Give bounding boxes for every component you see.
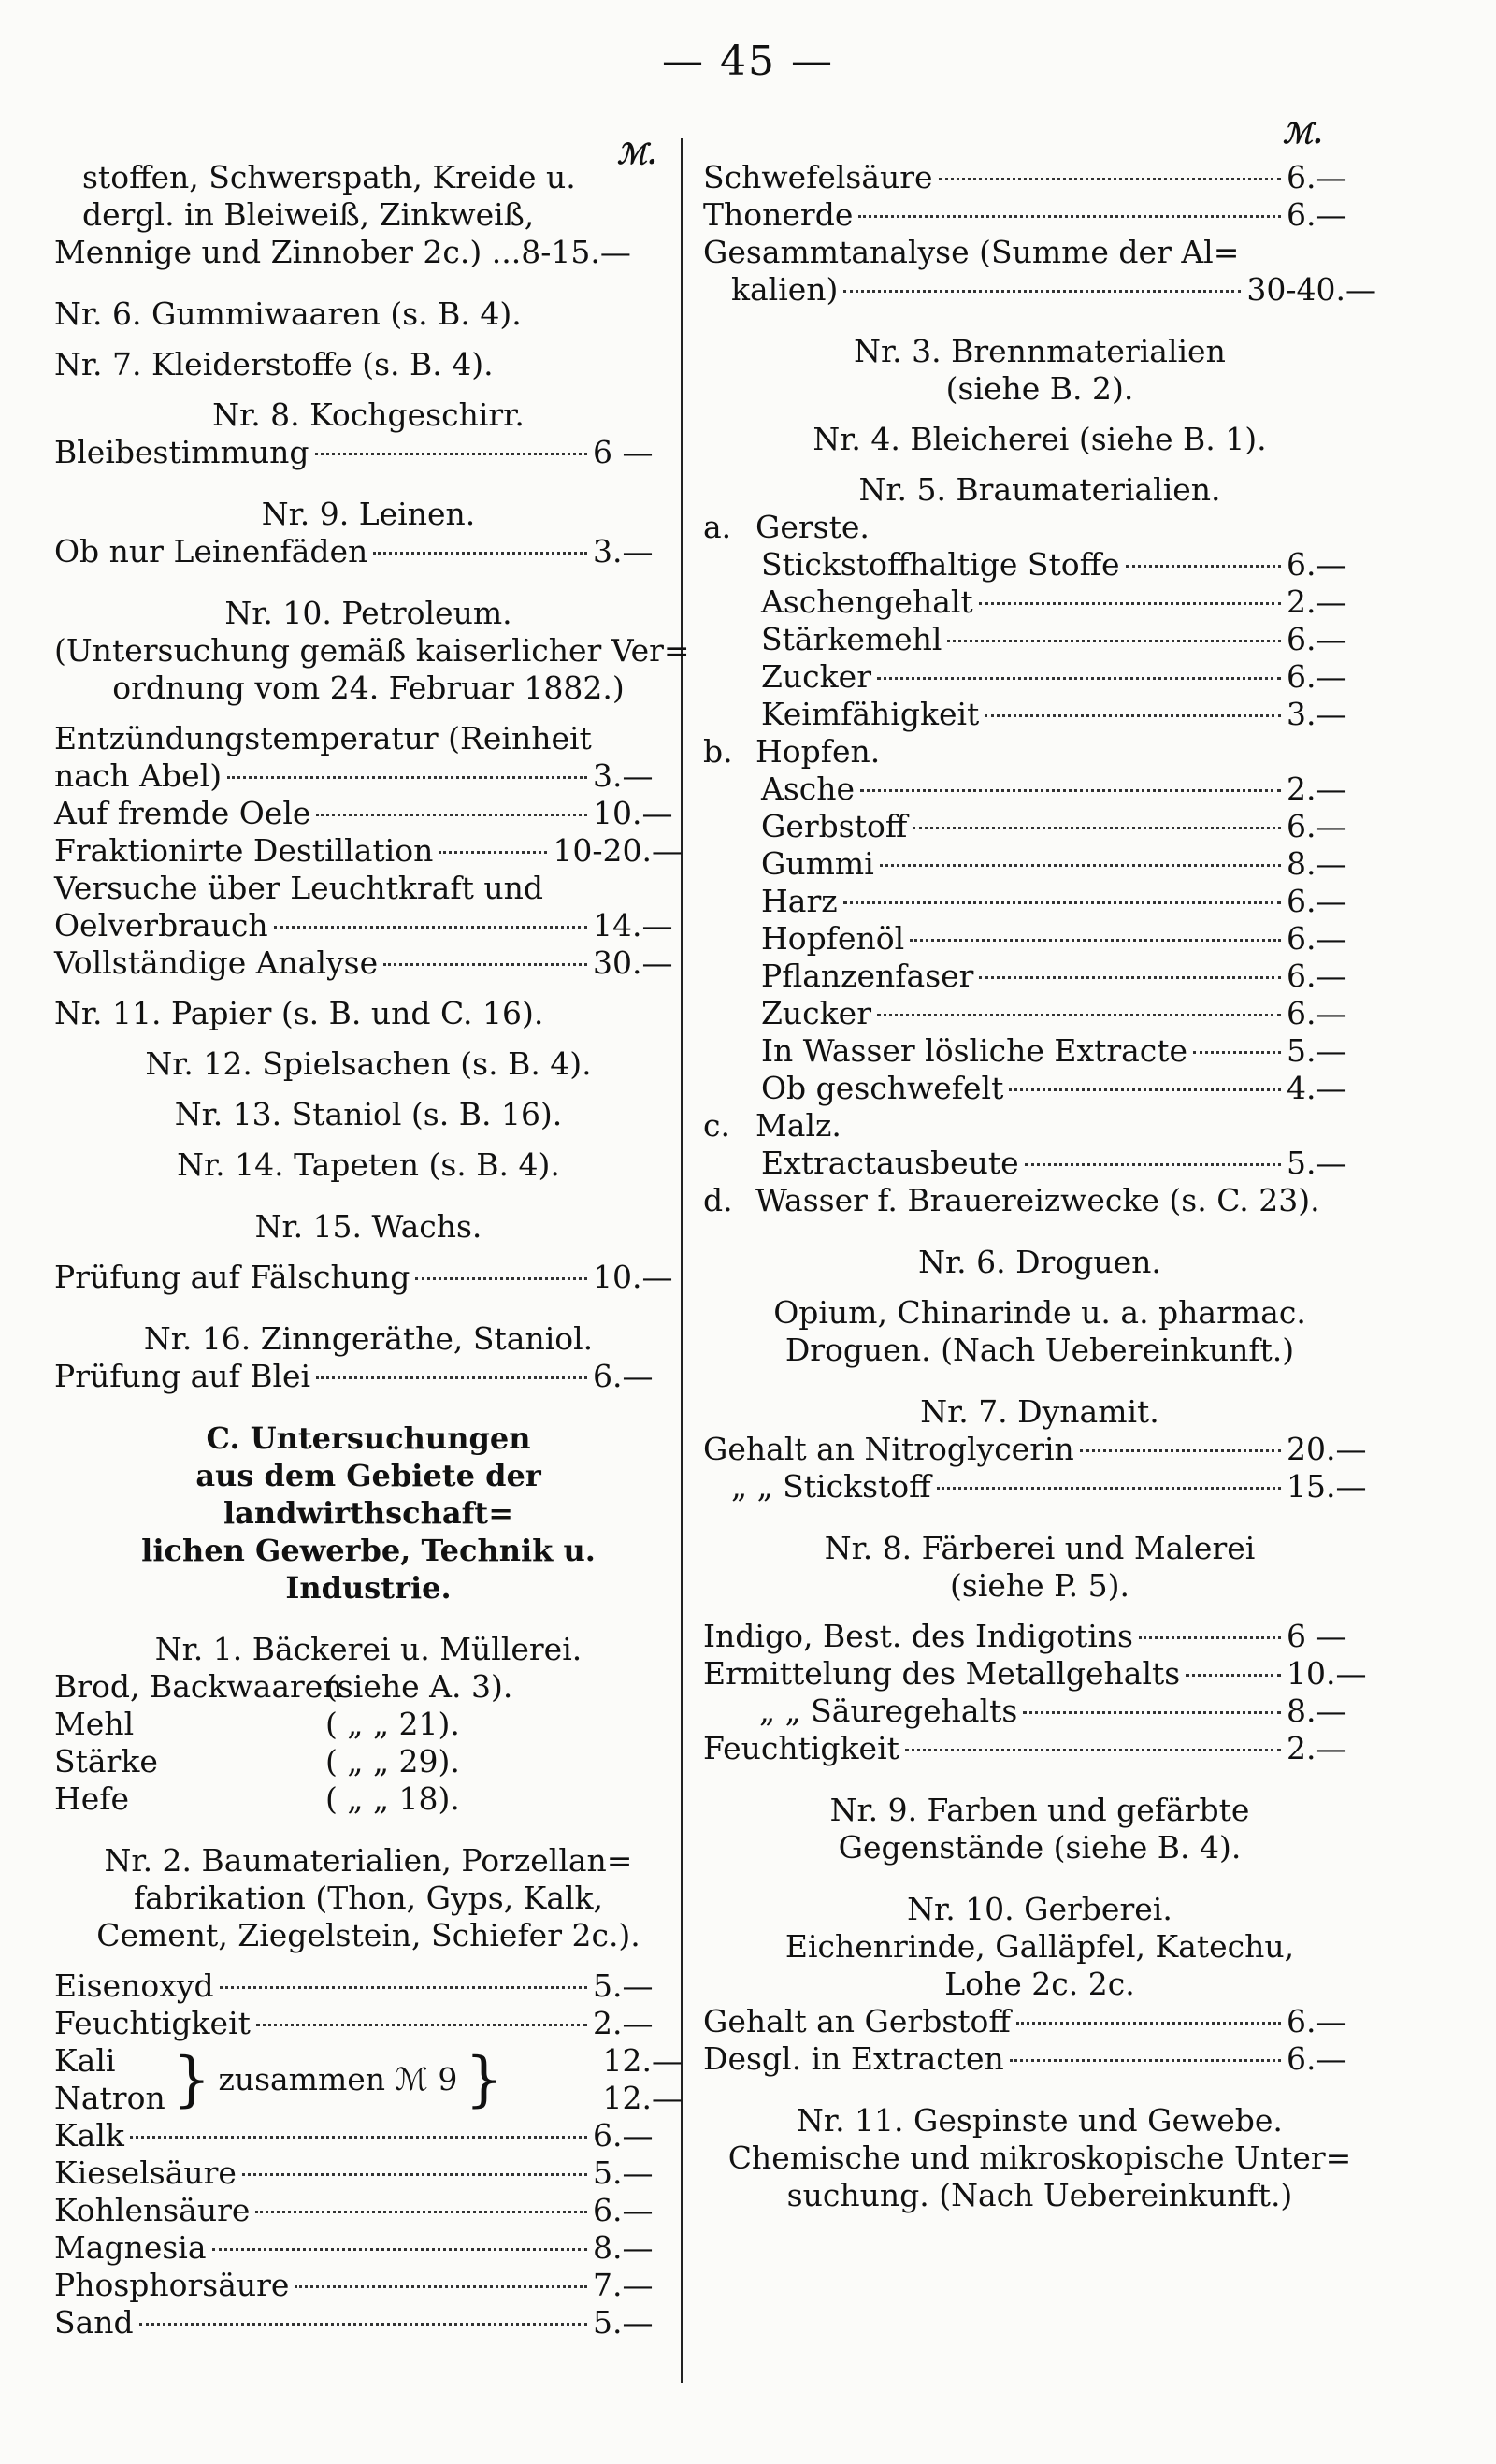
- right-unit-symbol: ℳ.: [1283, 118, 1323, 151]
- price-row: [703, 771, 1376, 808]
- text-line: Opium, Chinarinde u. a. pharmac.: [773, 1294, 1306, 1331]
- price-row: [703, 1145, 1376, 1182]
- item-price: 15.—: [1287, 1468, 1367, 1505]
- item-price: 6.—: [1287, 995, 1347, 1031]
- item-price: 6.—: [593, 2192, 654, 2228]
- subsection-mark: c.: [703, 1107, 730, 1144]
- section-heading: Nr. 2. Baumaterialien, Porzellan=: [104, 1842, 633, 1879]
- price-row: [703, 1655, 1376, 1693]
- price-row: [54, 434, 683, 471]
- section-heading: Nr. 3. Brennmaterialien: [854, 333, 1226, 369]
- item-label: Fraktionirte Destillation: [54, 832, 434, 869]
- section-heading: Nr. 4. Bleicherei (siehe B. 1).: [813, 421, 1267, 457]
- price-row: [54, 795, 683, 832]
- item-label: Harz: [761, 883, 838, 919]
- section-heading: Nr. 13. Staniol (s. B. 16).: [174, 1096, 563, 1132]
- price-row: [54, 2304, 683, 2342]
- section-heading: Nr. 10. Gerberei.: [907, 1891, 1172, 1927]
- price-row: [703, 1693, 1376, 1730]
- section-heading: Nr. 14. Tapeten (s. B. 4).: [177, 1146, 560, 1183]
- subsection-row: [703, 733, 1376, 771]
- price-row: [54, 757, 683, 795]
- combined-price-row: [54, 2042, 683, 2117]
- item-ref: ( „ „ 29).: [325, 1743, 460, 1780]
- item-label: „ „ Säuregehalts: [759, 1693, 1018, 1729]
- section-heading: Nr. 1. Bäckerei u. Müllerei.: [154, 1631, 583, 1667]
- item-label: Zucker: [761, 995, 871, 1031]
- price-row: [54, 907, 683, 944]
- section-heading: (siehe B. 2).: [945, 370, 1134, 407]
- text-line: Chemische und mikroskopische Unter=: [727, 2140, 1352, 2176]
- price-row: [54, 1967, 683, 2005]
- combined-note: zusammen ℳ 9: [218, 2061, 458, 2097]
- page-number: — 45 —: [662, 37, 834, 85]
- section-heading: Nr. 16. Zinngeräthe, Staniol.: [143, 1320, 594, 1357]
- section-heading: (siehe P. 5).: [949, 1567, 1130, 1604]
- item-ref: (siehe A. 3).: [325, 1668, 513, 1705]
- item-label: kalien): [731, 271, 839, 308]
- item-price: 30.—: [593, 944, 673, 981]
- item-label: Natron: [54, 2080, 165, 2116]
- item-price: 20.—: [1287, 1431, 1367, 1467]
- item-price: 12.—: [602, 2042, 683, 2079]
- section-heading: Nr. 6. Gummiwaaren (s. B. 4).: [54, 295, 522, 332]
- text-line: Gesammtanalyse (Summe der Al=: [703, 234, 1240, 270]
- price-row: [703, 271, 1376, 309]
- price-row: [703, 883, 1376, 920]
- item-label: Gehalt an Gerbstoff: [703, 2003, 1011, 2039]
- item-price: 5.—: [593, 2304, 654, 2341]
- item-price: 10.—: [593, 1259, 673, 1295]
- item-label: „ „ Stickstoff: [731, 1468, 931, 1505]
- item-label: Schwefelsäure: [703, 159, 933, 195]
- item-price: 10.—: [593, 795, 673, 831]
- note-line: ordnung vom 24. Februar 1882.): [112, 670, 625, 706]
- item-label: Asche: [761, 771, 856, 807]
- subsection-title: Gerste.: [755, 509, 870, 545]
- item-label: Mehl: [54, 1706, 135, 1742]
- item-label: Prüfung auf Blei: [54, 1358, 311, 1394]
- price-row: [54, 2229, 683, 2267]
- section-heading: Nr. 6. Droguen.: [918, 1244, 1161, 1280]
- continuation-line: stoffen, Schwerspath, Kreide u.: [82, 159, 576, 195]
- section-c-title: C. Untersuchungen: [206, 1420, 531, 1456]
- price-row: [54, 533, 683, 570]
- section-heading: Gegenstände (siehe B. 4).: [838, 1829, 1242, 1866]
- item-price: 5.—: [593, 1967, 654, 2004]
- item-price: 6 —: [1287, 1618, 1347, 1654]
- item-price: 6.—: [1287, 546, 1347, 583]
- section-heading: fabrikation (Thon, Gyps, Kalk,: [133, 1880, 604, 1916]
- item-label: Extractausbeute: [761, 1145, 1019, 1181]
- item-price: 4.—: [1287, 1070, 1347, 1106]
- price-row: [703, 546, 1376, 584]
- item-label: Kohlensäure: [54, 2192, 251, 2228]
- item-label: Bleibestimmung: [54, 434, 309, 470]
- item-price: 6.—: [1287, 196, 1347, 233]
- section-heading: Nr. 9. Leinen.: [261, 496, 476, 532]
- subsection-mark: a.: [703, 509, 732, 545]
- item-price: 7.—: [593, 2267, 654, 2303]
- item-label: Zucker: [761, 658, 871, 695]
- item-label: Desgl. in Extracten: [703, 2040, 1004, 2077]
- item-price: 6.—: [593, 2117, 654, 2154]
- price-row: [703, 2003, 1376, 2040]
- text-line: Lohe 2c. 2c.: [944, 1966, 1135, 2002]
- price-row: [703, 995, 1376, 1032]
- left-unit-symbol: ℳ.: [617, 138, 657, 171]
- price-row: [703, 1032, 1376, 1070]
- item-price: 8.—: [593, 2229, 654, 2266]
- subsection-title: Hopfen.: [755, 733, 881, 770]
- ref-row: [54, 1780, 683, 1818]
- item-price: 6.—: [1287, 658, 1347, 695]
- continuation-line: dergl. in Bleiweiß, Zinkweiß,: [82, 196, 535, 233]
- section-heading: Nr. 8. Kochgeschirr.: [212, 396, 525, 433]
- item-price: 5.—: [1287, 1145, 1347, 1181]
- subsection-mark: d.: [703, 1182, 733, 1218]
- item-price: 5.—: [593, 2154, 654, 2191]
- item-label: Stickstoffhaltige Stoffe: [761, 546, 1120, 583]
- price-row: [54, 832, 683, 870]
- item-ref: ( „ „ 21).: [325, 1706, 460, 1742]
- price-row: [703, 1431, 1376, 1468]
- item-label: Keimfähigkeit: [761, 696, 980, 732]
- price-row: [54, 944, 683, 982]
- text-line: Eichenrinde, Galläpfel, Katechu,: [784, 1928, 1295, 1965]
- item-price: 6.—: [593, 1358, 654, 1394]
- item-price: 6.—: [1287, 2040, 1347, 2077]
- item-label: Hefe: [54, 1780, 130, 1817]
- item-price: 12.—: [602, 2080, 683, 2116]
- price-row: [703, 958, 1376, 995]
- item-label: In Wasser lösliche Extracte: [761, 1032, 1188, 1069]
- item-price: 2.—: [1287, 1730, 1347, 1766]
- price-row: [54, 234, 683, 271]
- section-heading: Nr. 11. Papier (s. B. und C. 16).: [54, 995, 544, 1031]
- item-price: 2.—: [1287, 771, 1347, 807]
- item-label: Vollständige Analyse: [54, 944, 379, 981]
- right-column: [703, 159, 1376, 2214]
- ref-row: [54, 1668, 683, 1706]
- section-heading: Nr. 7. Kleiderstoffe (s. B. 4).: [54, 346, 494, 382]
- price-row: [703, 1468, 1376, 1506]
- item-price: 5.—: [1287, 1032, 1347, 1069]
- price-row: [703, 2040, 1376, 2078]
- price-row: [54, 2192, 683, 2229]
- ref-row: [54, 1706, 683, 1743]
- section-heading: Nr. 7. Dynamit.: [920, 1393, 1159, 1430]
- text-line: Droguen. (Nach Uebereinkunft.): [784, 1332, 1295, 1368]
- item-label: Feuchtigkeit: [703, 1730, 899, 1766]
- section-heading: Nr. 15. Wachs.: [254, 1208, 482, 1245]
- section-heading: Nr. 12. Spielsachen (s. B. 4).: [145, 1045, 592, 1082]
- item-label: Mennige und Zinnober 2c.) ...: [54, 234, 522, 270]
- item-label: Kalk: [54, 2117, 124, 2154]
- price-row: [54, 2267, 683, 2304]
- section-c-title: lichen Gewerbe, Technik u. Industrie.: [141, 1533, 596, 1606]
- subsection-row: [703, 509, 1376, 546]
- brace: }: [465, 2045, 504, 2114]
- subsection-mark: b.: [703, 733, 733, 770]
- item-label: nach Abel): [54, 757, 223, 794]
- item-price: 2.—: [1287, 584, 1347, 620]
- item-price: 2.—: [593, 2005, 654, 2041]
- item-price: 14.—: [593, 907, 673, 944]
- item-price: 10.—: [1287, 1655, 1367, 1692]
- subsection-title: Malz.: [755, 1107, 842, 1144]
- price-row: [703, 1070, 1376, 1107]
- item-label: Aschengehalt: [761, 584, 973, 620]
- price-row: [54, 2117, 683, 2154]
- subsection-row: [703, 1107, 1376, 1145]
- item-price: 30-40.—: [1246, 271, 1376, 308]
- item-label: Ob geschwefelt: [761, 1070, 1004, 1106]
- item-price: 6.—: [1287, 920, 1347, 957]
- item-label: Magnesia: [54, 2229, 207, 2266]
- item-price: 6.—: [1287, 958, 1347, 994]
- item-label: Brod, Backwaaren: [54, 1668, 343, 1705]
- item-label: Feuchtigkeit: [54, 2005, 251, 2041]
- item-label: Phosphorsäure: [54, 2267, 290, 2303]
- item-label: Ob nur Leinenfäden: [54, 533, 368, 569]
- ref-row: [54, 1743, 683, 1780]
- price-row: [703, 1618, 1376, 1655]
- price-row: [703, 920, 1376, 958]
- item-label: Stärke: [54, 1743, 158, 1780]
- item-price: 3.—: [593, 757, 654, 794]
- item-price: 6.—: [1287, 159, 1347, 195]
- item-ref: ( „ „ 18).: [325, 1780, 460, 1817]
- section-heading: Cement, Ziegelstein, Schiefer 2c.).: [96, 1917, 640, 1953]
- price-row: [54, 2154, 683, 2192]
- item-price: 10-20.—: [553, 832, 683, 869]
- brace: }: [172, 2045, 211, 2114]
- item-label: Prüfung auf Fälschung: [54, 1259, 410, 1295]
- item-price: 8.—: [1287, 1693, 1347, 1729]
- section-heading: Nr. 9. Farben und gefärbte: [829, 1792, 1250, 1828]
- price-row: [54, 1259, 683, 1296]
- left-column: [54, 159, 690, 2342]
- item-price: 6.—: [1287, 808, 1347, 844]
- subsection-row: [703, 1182, 1376, 1219]
- price-row: [703, 658, 1376, 696]
- text-line: suchung. (Nach Uebereinkunft.): [786, 2177, 1293, 2213]
- section-heading: Nr. 8. Färberei und Malerei: [824, 1530, 1256, 1566]
- section-heading: Nr. 5. Braumaterialien.: [858, 471, 1221, 508]
- price-row: [703, 196, 1376, 234]
- text-line: Entzündungstemperatur (Reinheit: [54, 720, 592, 756]
- section-heading: Nr. 10. Petroleum.: [224, 595, 512, 631]
- item-price: 6.—: [1287, 2003, 1347, 2039]
- text-line: Versuche über Leuchtkraft und: [54, 870, 543, 906]
- item-label: Kali: [54, 2042, 116, 2079]
- price-row: [54, 2005, 683, 2042]
- item-label: Stärkemehl: [761, 621, 942, 657]
- item-label: Ermittelung des Metallgehalts: [703, 1655, 1181, 1692]
- price-row: [703, 621, 1376, 658]
- item-label: Hopfenöl: [761, 920, 905, 957]
- item-price: 3.—: [1287, 696, 1347, 732]
- price-row: [703, 808, 1376, 845]
- item-price: 8-15.—: [521, 234, 631, 270]
- item-label: Kieselsäure: [54, 2154, 237, 2191]
- note-line: (Untersuchung gemäß kaiserlicher Ver=: [54, 632, 690, 669]
- item-label: Thonerde: [703, 196, 854, 233]
- price-row: [703, 584, 1376, 621]
- item-label: Pflanzenfaser: [761, 958, 974, 994]
- price-row: [54, 1358, 683, 1395]
- item-price: 6 —: [593, 434, 654, 470]
- item-label: Gehalt an Nitroglycerin: [703, 1431, 1074, 1467]
- subsection-title: Wasser f. Brauereizwecke (s. C. 23).: [755, 1182, 1320, 1218]
- item-label: Eisenoxyd: [54, 1967, 214, 2004]
- price-row: [703, 159, 1376, 196]
- item-price: 6.—: [1287, 883, 1347, 919]
- price-row: [703, 696, 1376, 733]
- section-heading: Nr. 11. Gespinste und Gewebe.: [797, 2102, 1283, 2139]
- item-label: Sand: [54, 2304, 134, 2341]
- item-price: 3.—: [593, 533, 654, 569]
- section-c-title: aus dem Gebiete der landwirthschaft=: [195, 1458, 541, 1531]
- item-label: Gummi: [761, 845, 874, 882]
- item-label: Auf fremde Oele: [54, 795, 311, 831]
- item-label: Indigo, Best. des Indigotins: [703, 1618, 1133, 1654]
- item-label: Gerbstoff: [761, 808, 908, 844]
- price-row: [703, 1730, 1376, 1767]
- item-label: Oelverbrauch: [54, 907, 268, 944]
- item-price: 6.—: [1287, 621, 1347, 657]
- price-row: [703, 845, 1376, 883]
- item-price: 8.—: [1287, 845, 1347, 882]
